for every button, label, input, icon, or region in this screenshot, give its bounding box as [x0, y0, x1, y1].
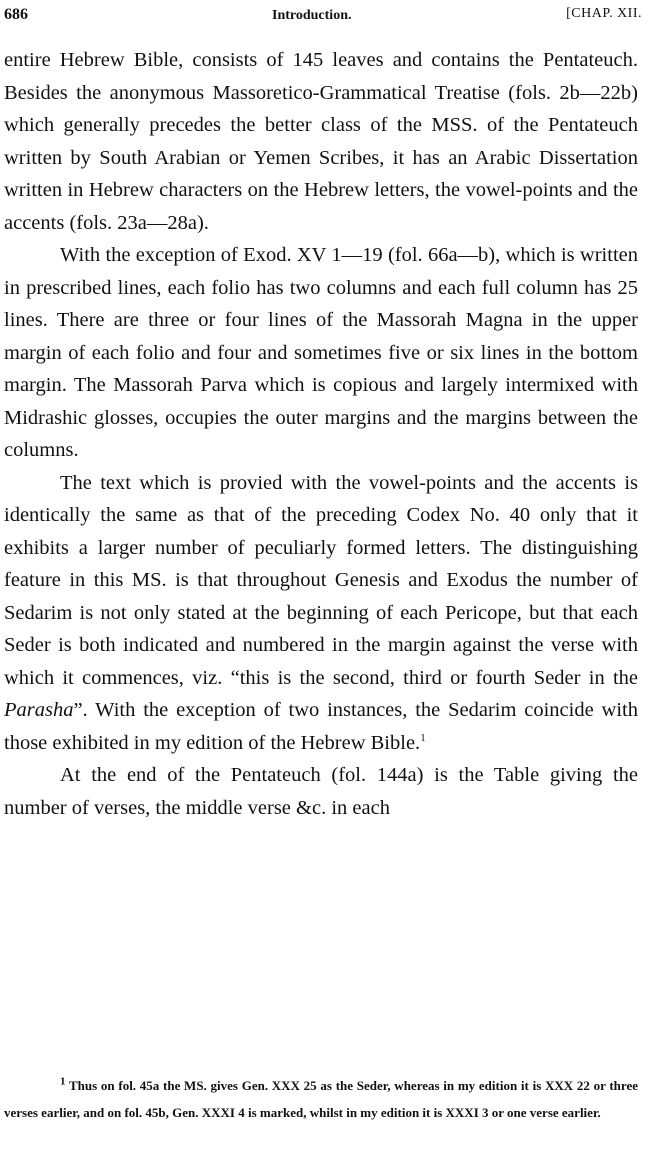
paragraph-text: entire Hebrew Bible, consists of 145 leaves and contains the Pentateuch. Besides the anonymous Massoretico-Grammatical Treatise (fols. 2b—22b) which generally precedes the better class of the MSS. of the Pentateuch written by South Arabian or Yemen Scribes, it has an Arabic Dissertation written in Hebrew characters on the Hebrew letters, the vowel-points and the accents (fols. 23a—28a). — [4, 49, 638, 234]
paragraph-text: At the end of the Pentateuch (fol. 144a) is the Table giving the number of verses, the middle verse &c. in each — [4, 764, 638, 819]
chapter-label: [CHAP. XII. — [566, 6, 642, 21]
paragraph-4 — [4, 759, 638, 824]
running-header — [4, 4, 642, 28]
paragraph-text: The text which is provied with the vowel-points and the accents is identically the same as that of the preceding Codex No. 40 only that it exhibits a larger number of peculiarly formed letters. The distinguishing feature in this MS. is that throughout Genesis and Exodus the number of Sedarim is not only stated at the beginning of each Pericope, but that each Seder is both indicated and numbered in the margin against the verse with which it commences, viz. “this is the second, third or fourth Seder in the — [4, 471, 638, 689]
footnote-reference: 1 — [420, 731, 426, 744]
italic-term: Parasha — [4, 699, 74, 721]
paragraph-2 — [4, 239, 638, 467]
footnote-marker: 1 — [60, 1075, 66, 1088]
paragraph-1 — [4, 44, 638, 239]
paragraph-text: With the exception of Exod. XV 1—19 (fol. 66a—b), which is written in prescribed lines, each folio has two columns and each full column has 25 lines. There are three or four lines of the Massorah Magna in the upper margin of each folio and four and sometimes five or six lines in the bottom margin. The Massorah Parva which is copious and largely intermixed with Midrashic glosses, occupies the outer margins and the margins between the columns. — [4, 244, 638, 461]
page-number: 686 — [4, 6, 28, 23]
running-title: Introduction. — [272, 8, 352, 23]
paragraph-3 — [4, 467, 638, 760]
footnote-text: Thus on fol. 45a the MS. gives Gen. XXX 25 as the Seder, whereas in my edition it is XXX 22 or three verses earlier, and on fol. 45b, Gen. XXXI 4 is marked, whilst in my edition it is XXXI 3 or one verse earlier. — [4, 1078, 638, 1120]
paragraph-text: ”. With the exception of two instances, the Sedarim coincide with those exhibited in my edition of the Hebrew Bible. — [4, 699, 638, 754]
footnotes — [4, 1072, 638, 1126]
footnote-1 — [4, 1072, 638, 1126]
body-text — [4, 44, 638, 824]
